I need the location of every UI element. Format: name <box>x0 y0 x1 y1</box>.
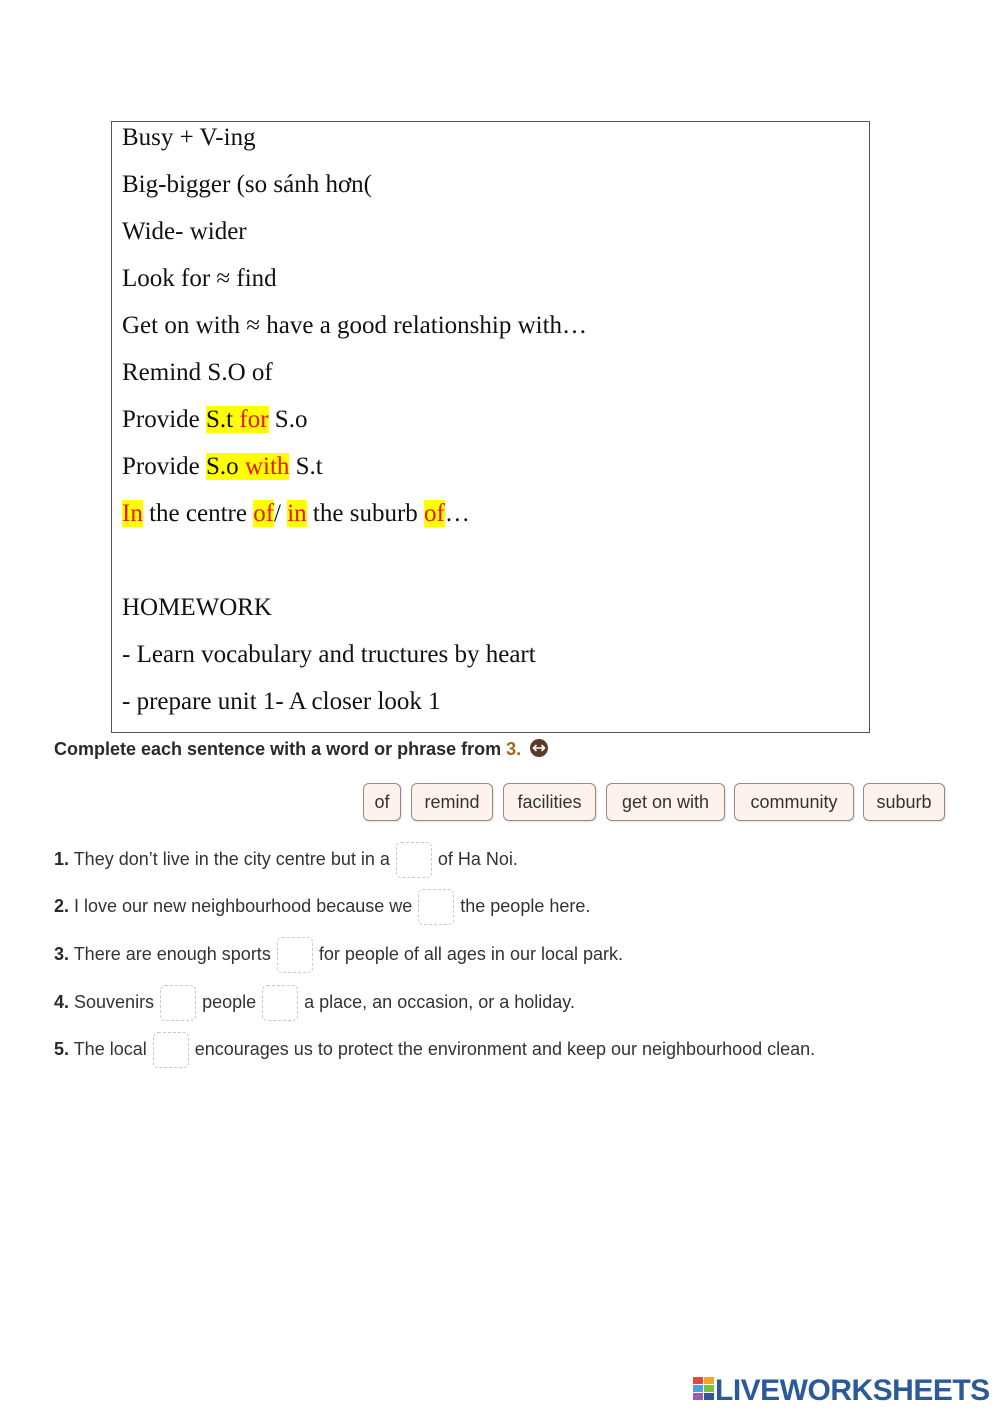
note-text: S.o <box>206 453 245 480</box>
note-keyword: In <box>122 500 143 527</box>
instruction-ref: 3. <box>506 739 522 759</box>
liveworksheets-logo <box>693 1374 990 1408</box>
logo-grid-icon <box>693 1377 715 1406</box>
homework-title: HOMEWORK <box>122 594 272 621</box>
instruction-text: Complete each sentence with a word or phrase from <box>54 739 507 759</box>
note-look-for: Look for ≈ find <box>122 265 277 292</box>
homework-item: - prepare unit 1- A closer look 1 <box>122 688 441 715</box>
answer-blank[interactable] <box>262 985 298 1021</box>
word-chip-community[interactable]: community <box>734 783 854 821</box>
note-text: the centre <box>142 500 254 527</box>
sentence-text: a place, an occasion, or a holiday. <box>304 991 575 1012</box>
sentence-text: I love our new neighbourhood because we <box>69 895 413 916</box>
sentence-text: encourages us to protect the environment and keep our neighbourhood clean. <box>194 1038 816 1059</box>
note-remind: Remind S.O of <box>122 359 273 386</box>
sentence-number: 2. <box>54 895 70 916</box>
note-text: / <box>274 500 288 527</box>
word-chip-facilities[interactable]: facilities <box>503 783 596 821</box>
sentence-text: They don’t live in the city centre but in a <box>69 848 390 869</box>
homework-item: - Learn vocabulary and tructures by heart <box>122 641 536 668</box>
sentence-4 <box>54 985 575 1021</box>
exercise-instruction <box>54 737 548 761</box>
word-chip-of[interactable]: of <box>363 783 401 821</box>
sentence-text: There are enough sports <box>69 943 271 964</box>
note-text: Provide <box>122 453 207 480</box>
note-busy: Busy + V-ing <box>122 124 256 151</box>
sentence-text: people <box>202 991 257 1012</box>
logo-text: LIVEWORKSHEETS <box>715 1374 990 1407</box>
note-keyword: for <box>239 406 269 433</box>
sentence-1 <box>54 842 518 878</box>
word-chip-get-on-with[interactable]: get on with <box>606 783 725 821</box>
sentence-2 <box>54 889 590 925</box>
note-provide-so-with <box>122 452 323 482</box>
sentence-text: the people here. <box>460 895 591 916</box>
note-text: Provide <box>122 406 207 433</box>
word-chip-remind[interactable]: remind <box>411 783 493 821</box>
sentence-text: The local <box>69 1038 147 1059</box>
note-text: the suburb <box>306 500 425 527</box>
note-get-on-with: Get on with ≈ have a good relationship with… <box>122 312 588 339</box>
sentence-number: 1. <box>54 848 70 869</box>
answer-blank[interactable] <box>153 1032 189 1068</box>
note-text: S.t <box>289 453 323 480</box>
sentence-number: 3. <box>54 943 70 964</box>
sentence-text: for people of all ages in our local park. <box>318 943 623 964</box>
word-bank <box>0 783 1000 821</box>
word-chip-suburb[interactable]: suburb <box>863 783 945 821</box>
link-icon[interactable] <box>530 739 548 757</box>
sentence-number: 5. <box>54 1038 70 1059</box>
note-keyword: in <box>287 500 307 527</box>
sentence-number: 4. <box>54 991 70 1012</box>
sentence-text: of Ha Noi. <box>437 848 518 869</box>
note-text: S.t <box>206 406 240 433</box>
note-keyword: of <box>253 500 275 527</box>
answer-blank[interactable] <box>160 985 196 1021</box>
answer-blank[interactable] <box>418 889 454 925</box>
answer-blank[interactable] <box>277 937 313 973</box>
highlight <box>206 453 289 480</box>
note-wide-wider: Wide- wider <box>122 218 247 245</box>
highlight <box>206 406 269 433</box>
sentence-text: Souvenirs <box>69 991 155 1012</box>
note-big-bigger: Big-bigger (so sánh hơn( <box>122 171 372 198</box>
sentence-3 <box>54 937 623 973</box>
sentence-5 <box>54 1032 815 1068</box>
note-keyword: with <box>244 453 290 480</box>
notes-box <box>111 121 870 733</box>
note-centre-suburb <box>122 499 470 529</box>
note-keyword: of <box>424 500 445 527</box>
note-provide-st-for <box>122 405 307 435</box>
answer-blank[interactable] <box>396 842 432 878</box>
note-text: S.o <box>268 406 308 433</box>
note-text: … <box>444 500 470 527</box>
